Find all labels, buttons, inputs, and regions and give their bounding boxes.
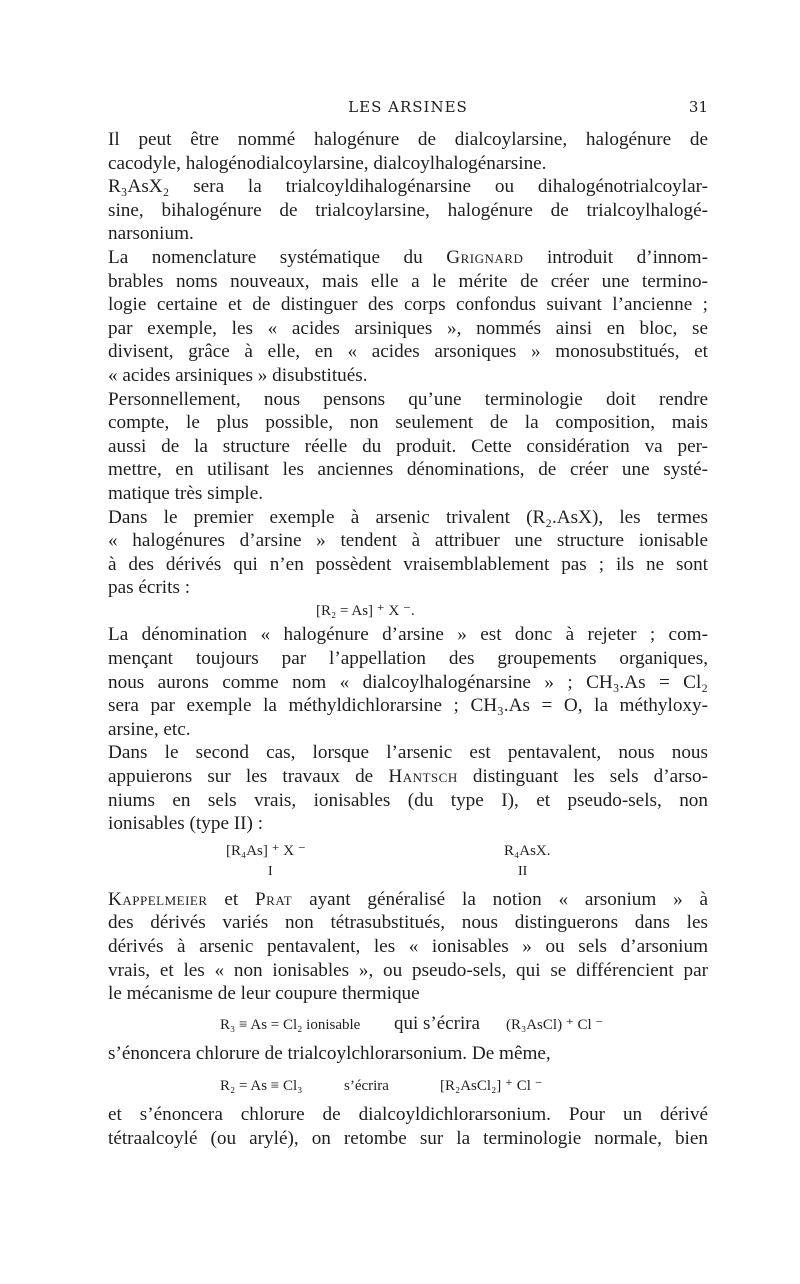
text-line: « acides arsiniques » disubstitués. bbox=[108, 364, 368, 386]
text-line: Il peut être nommé halogénure de dialcoylarsine, halogénure de bbox=[108, 129, 708, 150]
body-text bbox=[108, 128, 708, 1151]
type-label-1: I bbox=[268, 863, 273, 879]
text-line: La dénomination « halogénure d’arsine » est donc à rejeter ; com- bbox=[108, 624, 708, 646]
text-line: sine, bihalogénure de trialcoylarsine, halogénure de trialcoylhalogé- bbox=[108, 199, 708, 221]
equation-right: [R₂AsCl₂] ⁺ Cl ⁻ bbox=[440, 1078, 543, 1095]
text-segment: appuierons sur les travaux de bbox=[108, 766, 374, 788]
equation-verb: s’écrira bbox=[344, 1078, 389, 1095]
text-segment: et bbox=[224, 888, 239, 910]
text-line: matique très simple. bbox=[108, 482, 264, 504]
chapter-title: LES ARSINES bbox=[348, 98, 468, 116]
text-line: Personnellement, nous pensons qu’une terminologie doit rendre bbox=[108, 388, 708, 410]
formula-type-1: [R₄As] ⁺ X ⁻ bbox=[226, 842, 306, 859]
text-line: Dans le premier exemple à arsenic trivalent (R₂.AsX), les termes bbox=[108, 506, 708, 528]
text-line: « halogénures d’arsine » tendent à attribuer une structure ionisable bbox=[108, 530, 708, 552]
text-line: tétraalcoylé (ou arylé), on retombe sur la terminologie normale, bien bbox=[108, 1127, 708, 1149]
text-line: Dans le second cas, lorsque l’arsenic est pentavalent, nous nous bbox=[108, 742, 708, 764]
text-line: ionisables (type II) : bbox=[108, 813, 264, 835]
author-name: Prat bbox=[255, 888, 293, 910]
text-line: le mécanisme de leur coupure thermique bbox=[108, 983, 420, 1005]
formula: [R₂ = As] ⁺ X ⁻. bbox=[316, 602, 415, 619]
equation-verb: qui s’écrira bbox=[394, 1012, 480, 1034]
formula-type-2: R₄AsX. bbox=[504, 842, 551, 859]
text-segment: introduit d’innom- bbox=[546, 246, 708, 268]
text-line bbox=[108, 765, 708, 789]
text-line: cacodyle, halogénodialcoylarsine, dialcoylhalogénarsine. bbox=[108, 152, 547, 174]
type-label-2: II bbox=[518, 863, 528, 879]
text-segment: ayant généralisé la notion « arsonium » à bbox=[309, 888, 708, 910]
text-line: pas écrits : bbox=[108, 577, 191, 599]
text-line: à des dérivés qui n’en possèdent vraisemblablement pas ; ils ne sont bbox=[108, 553, 708, 575]
equation-row bbox=[108, 1065, 708, 1103]
text-line: mettre, en utilisant les anciennes dénominations, de créer une systé- bbox=[108, 459, 708, 481]
equation-right: (R₃AsCl) ⁺ Cl ⁻ bbox=[506, 1016, 604, 1033]
text-line: divisent, grâce à elle, en « acides arsoniques » monosubstitués, et bbox=[108, 341, 708, 363]
text-line: narsonium. bbox=[108, 223, 194, 245]
equation-row bbox=[108, 1006, 708, 1042]
text-line: des dérivés variés non tétrasubstitués, nous distinguerons dans les bbox=[108, 912, 708, 934]
text-line: brables noms nouveaux, mais elle a le mérite de créer une termino- bbox=[108, 270, 708, 292]
text-line: s’énoncera chlorure de trialcoylchlorarsonium. De même, bbox=[108, 1042, 551, 1064]
text-line: et s’énoncera chlorure de dialcoyldichlorarsonium. Pour un dérivé bbox=[108, 1104, 708, 1126]
text-line: dérivés à arsenic pentavalent, les « ionisables » ou sels d’arsonium bbox=[108, 936, 708, 957]
author-name: Hantsch bbox=[388, 766, 458, 788]
text-line: nous aurons comme nom « dialcoylhalogénarsine » ; CH₃.As = Cl₂ bbox=[108, 671, 708, 693]
running-head bbox=[108, 98, 708, 122]
text-segment: distinguant les sels d’arso- bbox=[472, 766, 708, 788]
text-line: niums en sels vrais, ionisables (du type I), et pseudo-sels, non bbox=[108, 789, 708, 811]
text-line: vrais, et les « non ionisables », ou pseudo-sels, qui se différencient par bbox=[108, 959, 708, 981]
text-line: sera par exemple la méthyldichlorarsine ; CH₃.As = O, la méthyloxy- bbox=[108, 695, 708, 717]
author-name: Kappelmeier bbox=[108, 888, 208, 910]
formula-row bbox=[108, 600, 708, 624]
formula-row bbox=[108, 836, 708, 882]
text-line: mençant toujours par l’appellation des groupements organiques, bbox=[108, 648, 708, 670]
text-line: aussi de la structure réelle du produit. Cette considération va per- bbox=[108, 435, 708, 457]
page-number: 31 bbox=[688, 98, 708, 116]
text-line: arsine, etc. bbox=[108, 718, 191, 740]
text-line bbox=[108, 246, 708, 270]
text-line bbox=[108, 888, 708, 912]
author-name: Grignard bbox=[446, 246, 524, 268]
text-line: par exemple, les « acides arsiniques », nommés ainsi en bloc, se bbox=[108, 317, 708, 339]
equation-left: R₂ = As ≡ Cl₃ bbox=[220, 1078, 303, 1095]
equation-left: R₃ ≡ As = Cl₂ ionisable bbox=[220, 1016, 361, 1033]
text-segment: La nomenclature systématique du bbox=[108, 246, 423, 268]
text-line: logie certaine et de distinguer des corps confondus suivant l’ancienne ; bbox=[108, 294, 708, 316]
text-line: compte, le plus possible, non seulement de la composition, mais bbox=[108, 412, 708, 434]
text-line: R₃AsX₂ sera la trialcoyldihalogénarsine ou dihalogénotrialcoylar- bbox=[108, 176, 708, 198]
